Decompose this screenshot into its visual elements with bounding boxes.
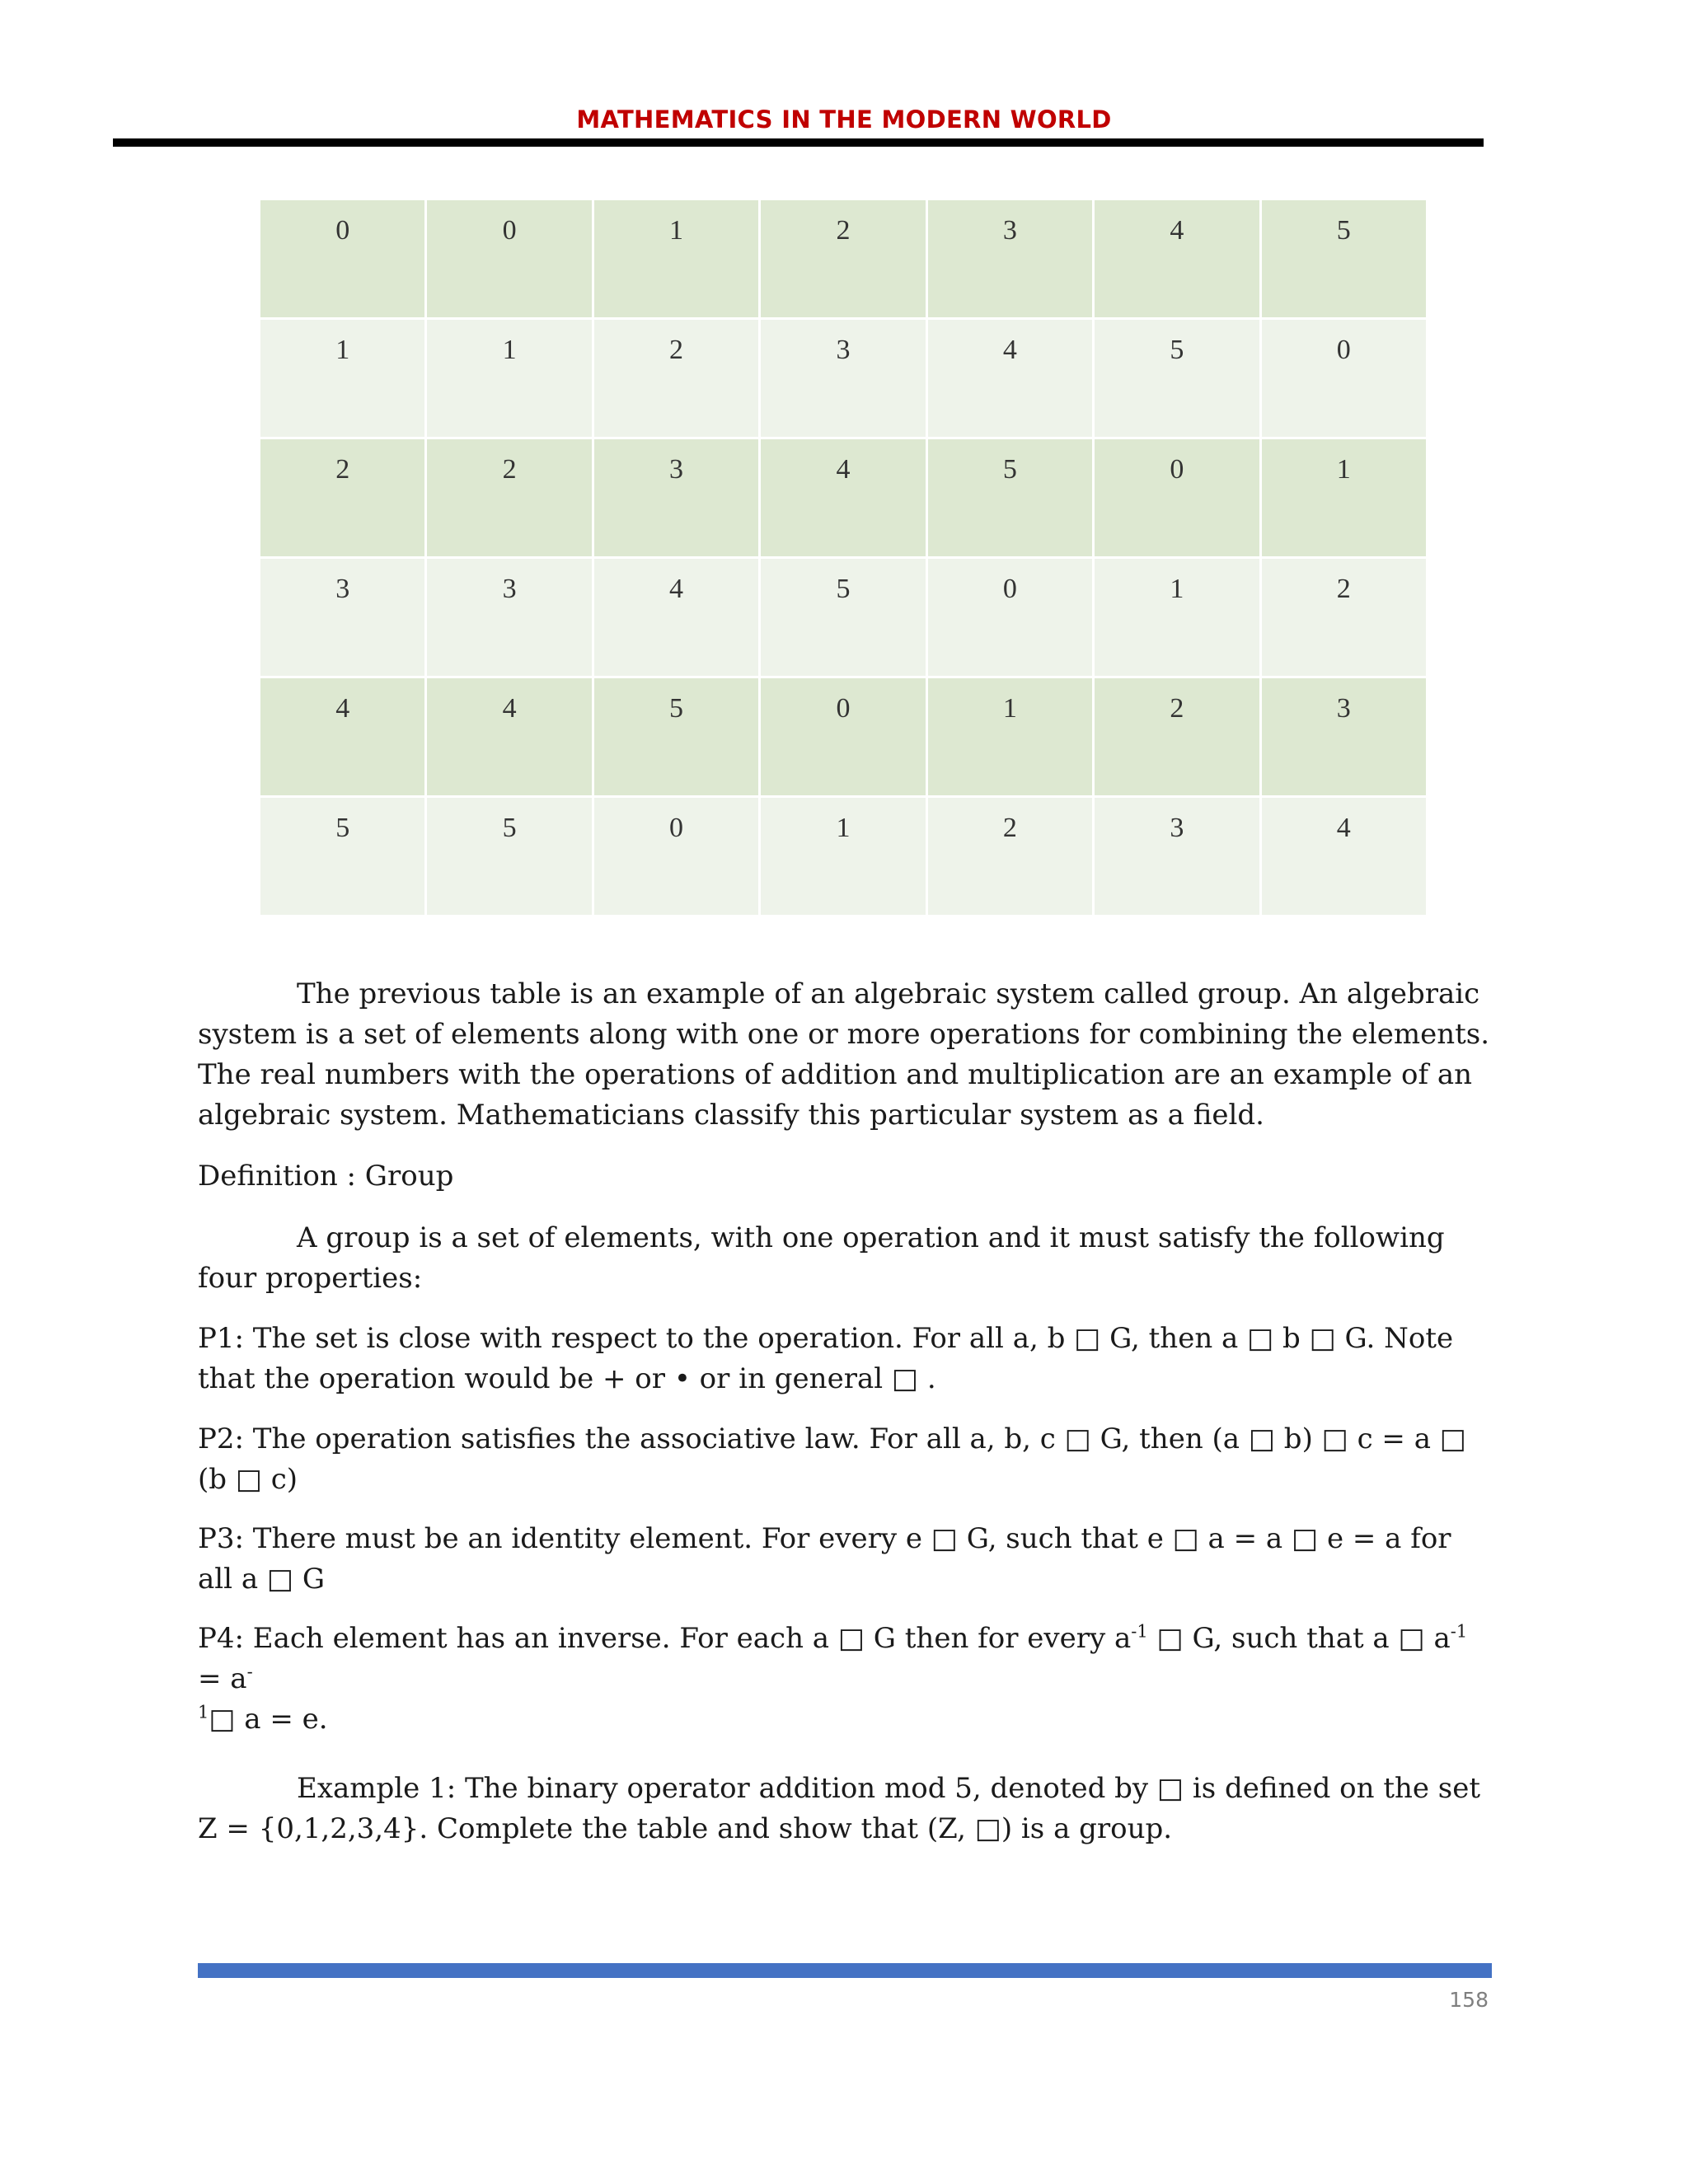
group-table: [258, 198, 1428, 917]
p4-superscript-2: -1: [1450, 1621, 1468, 1642]
p4-superscript-1: -1: [1131, 1621, 1148, 1642]
p4-part-c: = a: [198, 1662, 247, 1695]
table-cell: 3: [1095, 798, 1259, 915]
definition-heading: Definition : Group: [198, 1160, 454, 1193]
definition-section: [198, 1156, 1492, 1197]
table-cell: 1: [1262, 439, 1426, 556]
property-p1-text: P1: The set is close with respect to the operation. For all a, b □ G, then a □ b □ G. Note that the operation would be + or • or in general □ .: [198, 1322, 1454, 1395]
property-p2: [198, 1419, 1492, 1500]
group-definition-paragraph: A group is a set of elements, with one operation and it must satisfy the following four properties:: [198, 1221, 1445, 1295]
table-cell: 5: [260, 798, 424, 915]
table-cell: 2: [260, 439, 424, 556]
p4-superscript-4: 1: [198, 1702, 209, 1722]
table-cell: 5: [1262, 200, 1426, 317]
table-row: [260, 439, 1426, 556]
table-row: [260, 320, 1426, 437]
table-cell: 5: [928, 439, 1092, 556]
table-cell: 0: [594, 798, 758, 915]
table-cell: 5: [761, 559, 925, 676]
table-cell: 4: [1095, 200, 1259, 317]
intro-paragraph: The previous table is an example of an algebraic system called group. An algebraic system is a set of elements along with one or more operations for combining the elements. The real numbers with the operations of addition and multiplication are an example of an algebraic system. Mathematicians classify this particular system as a field.: [198, 977, 1490, 1132]
table-cell: 4: [594, 559, 758, 676]
page-header-title: MATHEMATICS IN THE MODERN WORLD: [576, 105, 1112, 134]
table-cell: 1: [761, 798, 925, 915]
table-cell: 0: [427, 200, 591, 317]
table-cell: 2: [427, 439, 591, 556]
property-p3-text: P3: There must be an identity element. For every e □ G, such that e □ a = a □ e = a for all a □ G: [198, 1522, 1451, 1596]
table-cell: 1: [928, 678, 1092, 795]
table-cell: 5: [594, 678, 758, 795]
table-cell: 1: [594, 200, 758, 317]
table-cell: 4: [427, 678, 591, 795]
table-cell: 5: [1095, 320, 1259, 437]
table-cell: 1: [427, 320, 591, 437]
table-row: [260, 798, 1426, 915]
p4-superscript-3: -: [246, 1661, 253, 1682]
property-p1: [198, 1319, 1492, 1399]
table-cell: 3: [761, 320, 925, 437]
table-cell: 2: [594, 320, 758, 437]
header-rule: [113, 138, 1484, 147]
table-cell: 3: [1262, 678, 1426, 795]
p4-part-d: □ a = e.: [209, 1703, 328, 1736]
table-row: [260, 200, 1426, 317]
table-cell: 3: [928, 200, 1092, 317]
table-cell: 4: [260, 678, 424, 795]
table-cell: 2: [761, 200, 925, 317]
table-cell: 1: [1095, 559, 1259, 676]
property-p2-text: P2: The operation satisfies the associative law. For all a, b, c □ G, then (a □ b) □ c = a □ (b □ c): [198, 1422, 1466, 1496]
table-cell: 2: [928, 798, 1092, 915]
table-cell: 0: [928, 559, 1092, 676]
example-section: [198, 1769, 1492, 1849]
table-cell: 4: [1262, 798, 1426, 915]
p4-part-a: P4: Each element has an inverse. For each a □ G then for every a: [198, 1622, 1132, 1655]
table-row: [260, 678, 1426, 795]
intro-section: [198, 974, 1492, 1136]
page-number: 158: [1449, 1988, 1489, 2012]
table-cell: 3: [427, 559, 591, 676]
table-row: [260, 559, 1426, 676]
table-cell: 3: [594, 439, 758, 556]
property-p4-text: [198, 1619, 1492, 1740]
table-cell: 3: [260, 559, 424, 676]
table-cell: 0: [761, 678, 925, 795]
table-cell: 5: [427, 798, 591, 915]
group-definition-section: [198, 1218, 1492, 1299]
example-paragraph: Example 1: The binary operator addition mod 5, denoted by □ is defined on the set Z = {0,1,2,3,4}. Complete the table and show that (Z, □) is a group.: [198, 1772, 1481, 1845]
table-cell: 0: [1095, 439, 1259, 556]
table-cell: 1: [260, 320, 424, 437]
property-p3: [198, 1519, 1492, 1600]
table-cell: 2: [1095, 678, 1259, 795]
table-cell: 4: [761, 439, 925, 556]
table-cell: 0: [260, 200, 424, 317]
table-cell: 0: [1262, 320, 1426, 437]
table-cell: 2: [1262, 559, 1426, 676]
property-p4: [198, 1619, 1492, 1740]
footer-bar: [198, 1963, 1492, 1978]
p4-part-b: □ G, such that a □ a: [1147, 1622, 1451, 1655]
table-cell: 4: [928, 320, 1092, 437]
